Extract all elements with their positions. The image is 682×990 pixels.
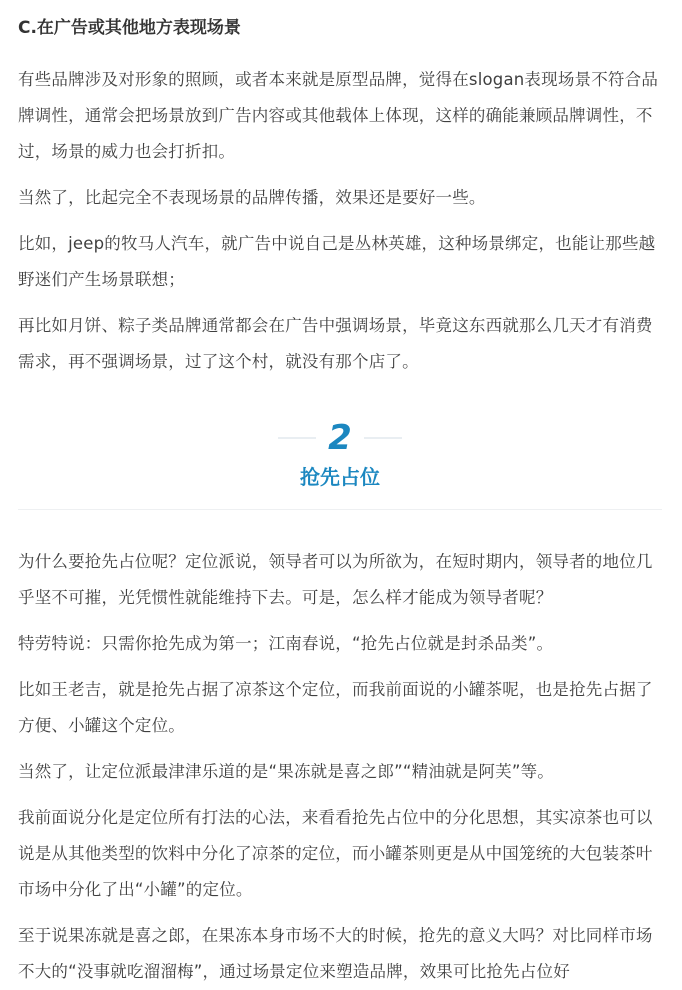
paragraph: 再比如月饼、粽子类品牌通常都会在广告中强调场景，毕竟这东西就那么几天才有消费需求，再不强调场景，过了这个村，就没有那个店了。 — [18, 316, 653, 371]
section-title: 抢先占位 — [300, 465, 380, 489]
paragraph: 比如王老吉，就是抢先占据了凉茶这个定位，而我前面说的小罐茶呢，也是抢先占据了方便、小罐这个定位。 — [18, 680, 653, 735]
section-number: 2 — [328, 418, 352, 458]
paragraph-group-b — [18, 544, 662, 990]
decorative-line-right — [364, 437, 402, 439]
section-header — [18, 414, 662, 510]
decorative-line-left — [278, 437, 316, 439]
paragraph: 为什么要抢先占位呢？定位派说，领导者可以为所欲为，在短时期内，领导者的地位几乎坚不可摧，光凭惯性就能维持下去。可是，怎么样才能成为领导者呢？ — [18, 552, 653, 607]
section-number-row — [18, 414, 662, 462]
paragraph: 特劳特说：只需你抢先成为第一；江南春说，“抢先占位就是封杀品类”。 — [18, 634, 554, 653]
subheading: C.在广告或其他地方表现场景 — [18, 18, 241, 38]
paragraph: 至于说果冻就是喜之郎，在果冻本身市场不大的时候，抢先的意义大吗？对比同样市场不大的“没事就吃溜溜梅”，通过场景定位来塑造品牌，效果可比抢先占位好 — [18, 926, 653, 981]
paragraph: 当然了，比起完全不表现场景的品牌传播，效果还是要好一些。 — [18, 188, 486, 207]
paragraph: 当然了，让定位派最津津乐道的是“果冻就是喜之郎”“精油就是阿芙”等。 — [18, 762, 554, 781]
paragraph-group-a — [18, 62, 662, 380]
paragraph: 比如，jeep的牧马人汽车，就广告中说自己是丛林英雄，这种场景绑定，也能让那些越野迷们产生场景联想； — [18, 234, 656, 289]
section-divider — [18, 509, 662, 510]
paragraph: 有些品牌涉及对形象的照顾，或者本来就是原型品牌，觉得在slogan表现场景不符合品牌调性，通常会把场景放到广告内容或其他载体上体现，这样的确能兼顾品牌调性，不过，场景的威力也会打折扣。 — [18, 70, 659, 161]
paragraph: 我前面说分化是定位所有打法的心法，来看看抢先占位中的分化思想，其实凉茶也可以说是从其他类型的饮料中分化了凉茶的定位，而小罐茶则更是从中国笼统的大包装茶叶市场中分化了出“小罐”的定位。 — [18, 808, 653, 899]
